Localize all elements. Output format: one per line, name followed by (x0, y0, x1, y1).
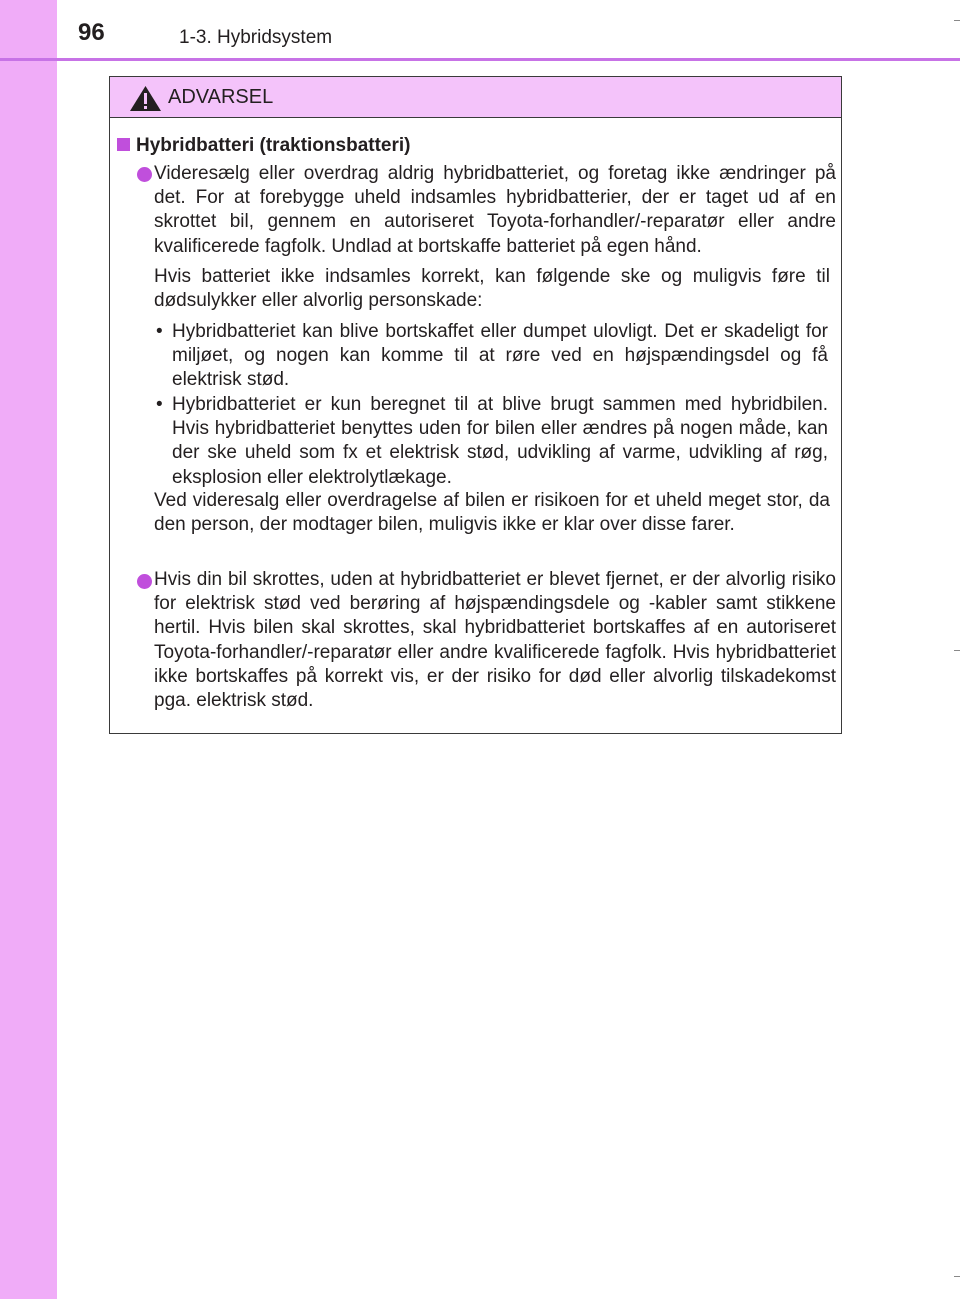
item2-text: Hvis din bil skrottes, uden at hybridbatteriet er blevet fjernet, er der alvorlig risiko for elektrisk stød ved berøring af højspændingsdele og -kabler samt stikkene hertil. Hvis bilen skal skrottes, skal hybridbatteriet bortskaffes af en autoriseret Toyota-forhandler/-reparatør eller andre kvalificerede fagfolk. Hvis hybridbatteriet ikke bortskaffes på korrekt vis, er der risiko for død eller alvorlig tilskadekomst pga. elektrisk stød. (154, 569, 836, 712)
item1-resale: Ved videresalg eller overdragelse af bilen er risikoen for et uheld meget stor, da den person, der modtager bilen, muligvis ikke er klar over disse farer. (154, 490, 830, 536)
crop-mark (954, 650, 960, 651)
crop-mark (954, 20, 960, 21)
heading-text: Hybridbatteri (traktionsbatteri) (136, 135, 411, 156)
square-bullet-icon (117, 138, 130, 151)
bullet-1: Hybridbatteriet kan blive bortskaffet eller dumpet ulovligt. Det er skadeligt for miljøet, og nogen kan komme til at røre ved en højspændingsdel og få elektrisk stød. (172, 321, 828, 391)
bullet-mark: • (156, 394, 163, 415)
section-heading (117, 134, 410, 158)
warning-box (109, 76, 842, 734)
circle-bullet-icon (137, 574, 152, 589)
item1-note: Hvis batteriet ikke indsamles korrekt, kan følgende ske og muligvis føre til dødsulykker eller alvorlig personskade: (154, 266, 830, 312)
bullet-2: Hybridbatteriet er kun beregnet til at blive brugt sammen med hybridbilen. Hvis hybridbatteriet benyttes uden for bilen eller ændres på nogen måde, kan der ske uheld som fx et elektrisk stød, udvikling af varme, udvikling af røg, eksplosion eller elektrolytlækage. (172, 394, 828, 488)
circle-bullet-icon (137, 167, 152, 182)
crop-mark (954, 1276, 960, 1277)
side-strip (0, 0, 57, 1299)
section-title: 1-3. Hybridsystem (179, 27, 333, 48)
warning-title: ADVARSEL (168, 86, 274, 108)
page-number: 96 (78, 19, 105, 46)
warning-header (110, 77, 841, 118)
warning-triangle-icon (129, 85, 162, 112)
header-rule (0, 58, 960, 61)
item1-text: Videresælg eller overdrag aldrig hybridbatteriet, og foretag ikke ændringer på det. For at forebygge uheld indsamles hybridbatterier, der er taget ud af en skrottet bil, gennem en autoriseret Toyota-forhandler/-reparatør eller andre kvalificerede fagfolk. Undlad at bortskaffe batteriet på egen hånd. (154, 163, 836, 257)
bullet-mark: • (156, 321, 163, 342)
